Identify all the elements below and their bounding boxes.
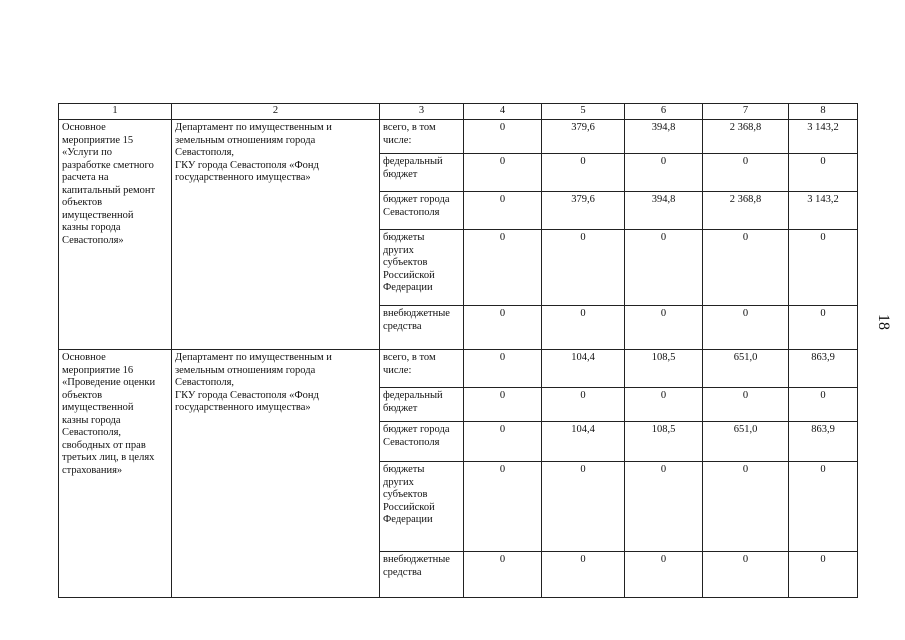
column-header-5: 5 (542, 104, 625, 120)
funding-source: всего, в том числе: (380, 120, 464, 154)
column-header-4: 4 (464, 104, 542, 120)
value-cell-col-4: 0 (464, 192, 542, 230)
value-cell-col-8: 863,9 (789, 350, 858, 388)
value-cell-col-6: 0 (625, 306, 703, 350)
value-cell-col-5: 0 (542, 306, 625, 350)
value-cell-col-6: 108,5 (625, 422, 703, 462)
value-cell-col-6: 0 (625, 462, 703, 552)
value-cell-col-8: 0 (789, 462, 858, 552)
value-cell-col-5: 379,6 (542, 120, 625, 154)
column-header-1: 1 (59, 104, 172, 120)
value-cell-col-5: 0 (542, 154, 625, 192)
budget-table (58, 103, 858, 598)
value-cell-col-5: 0 (542, 388, 625, 422)
value-cell-col-7: 0 (703, 462, 789, 552)
value-cell-col-6: 394,8 (625, 192, 703, 230)
value-cell-col-4: 0 (464, 230, 542, 306)
value-cell-col-7: 0 (703, 388, 789, 422)
column-header-7: 7 (703, 104, 789, 120)
value-cell-col-6: 108,5 (625, 350, 703, 388)
funding-source: федеральный бюджет (380, 154, 464, 192)
value-cell-col-7: 2 368,8 (703, 120, 789, 154)
page-number: 18 (875, 314, 892, 330)
value-cell-col-7: 651,0 (703, 422, 789, 462)
value-cell-col-6: 0 (625, 230, 703, 306)
funding-source: всего, в том числе: (380, 350, 464, 388)
value-cell-col-4: 0 (464, 120, 542, 154)
value-cell-col-8: 0 (789, 388, 858, 422)
value-cell-col-5: 379,6 (542, 192, 625, 230)
measure-executor: Департамент по имущественным и земельным отношениям города Севастополя, ГКУ города Севастополя «Фонд государственного имущества» (172, 350, 380, 598)
funding-source: бюджеты других субъектов Российской Федерации (380, 462, 464, 552)
value-cell-col-4: 0 (464, 552, 542, 598)
value-cell-col-5: 104,4 (542, 422, 625, 462)
value-cell-col-8: 3 143,2 (789, 192, 858, 230)
value-cell-col-4: 0 (464, 462, 542, 552)
funding-source: внебюджетные средства (380, 552, 464, 598)
value-cell-col-7: 0 (703, 306, 789, 350)
measure-executor: Департамент по имущественным и земельным отношениям города Севастополя, ГКУ города Севастополя «Фонд государственного имущества» (172, 120, 380, 350)
value-cell-col-7: 0 (703, 230, 789, 306)
value-cell-col-8: 3 143,2 (789, 120, 858, 154)
value-cell-col-4: 0 (464, 422, 542, 462)
funding-source: федеральный бюджет (380, 388, 464, 422)
value-cell-col-8: 0 (789, 552, 858, 598)
value-cell-col-5: 0 (542, 552, 625, 598)
value-cell-col-6: 0 (625, 154, 703, 192)
value-cell-col-4: 0 (464, 388, 542, 422)
value-cell-col-8: 0 (789, 230, 858, 306)
value-cell-col-7: 651,0 (703, 350, 789, 388)
value-cell-col-4: 0 (464, 154, 542, 192)
column-header-8: 8 (789, 104, 858, 120)
value-cell-col-5: 104,4 (542, 350, 625, 388)
value-cell-col-5: 0 (542, 230, 625, 306)
value-cell-col-8: 0 (789, 154, 858, 192)
funding-source: бюджет города Севастополя (380, 192, 464, 230)
funding-source: внебюджетные средства (380, 306, 464, 350)
funding-source: бюджеты других субъектов Российской Федерации (380, 230, 464, 306)
table-row (59, 350, 858, 388)
column-header-3: 3 (380, 104, 464, 120)
value-cell-col-4: 0 (464, 306, 542, 350)
measure-name: Основное мероприятие 16 «Проведение оценки объектов имущественной казны города Севастополя, свободных от прав третьих лиц, в целях страхования» (59, 350, 172, 598)
value-cell-col-5: 0 (542, 462, 625, 552)
table-row (59, 120, 858, 154)
value-cell-col-4: 0 (464, 350, 542, 388)
value-cell-col-6: 394,8 (625, 120, 703, 154)
value-cell-col-7: 2 368,8 (703, 192, 789, 230)
value-cell-col-7: 0 (703, 154, 789, 192)
value-cell-col-6: 0 (625, 552, 703, 598)
value-cell-col-8: 863,9 (789, 422, 858, 462)
value-cell-col-7: 0 (703, 552, 789, 598)
funding-source: бюджет города Севастополя (380, 422, 464, 462)
value-cell-col-6: 0 (625, 388, 703, 422)
value-cell-col-8: 0 (789, 306, 858, 350)
measure-name: Основное мероприятие 15 «Услуги по разработке сметного расчета на капитальный ремонт объектов имущественной казны города Севастополя» (59, 120, 172, 350)
column-header-6: 6 (625, 104, 703, 120)
header-row (59, 104, 858, 120)
column-header-2: 2 (172, 104, 380, 120)
